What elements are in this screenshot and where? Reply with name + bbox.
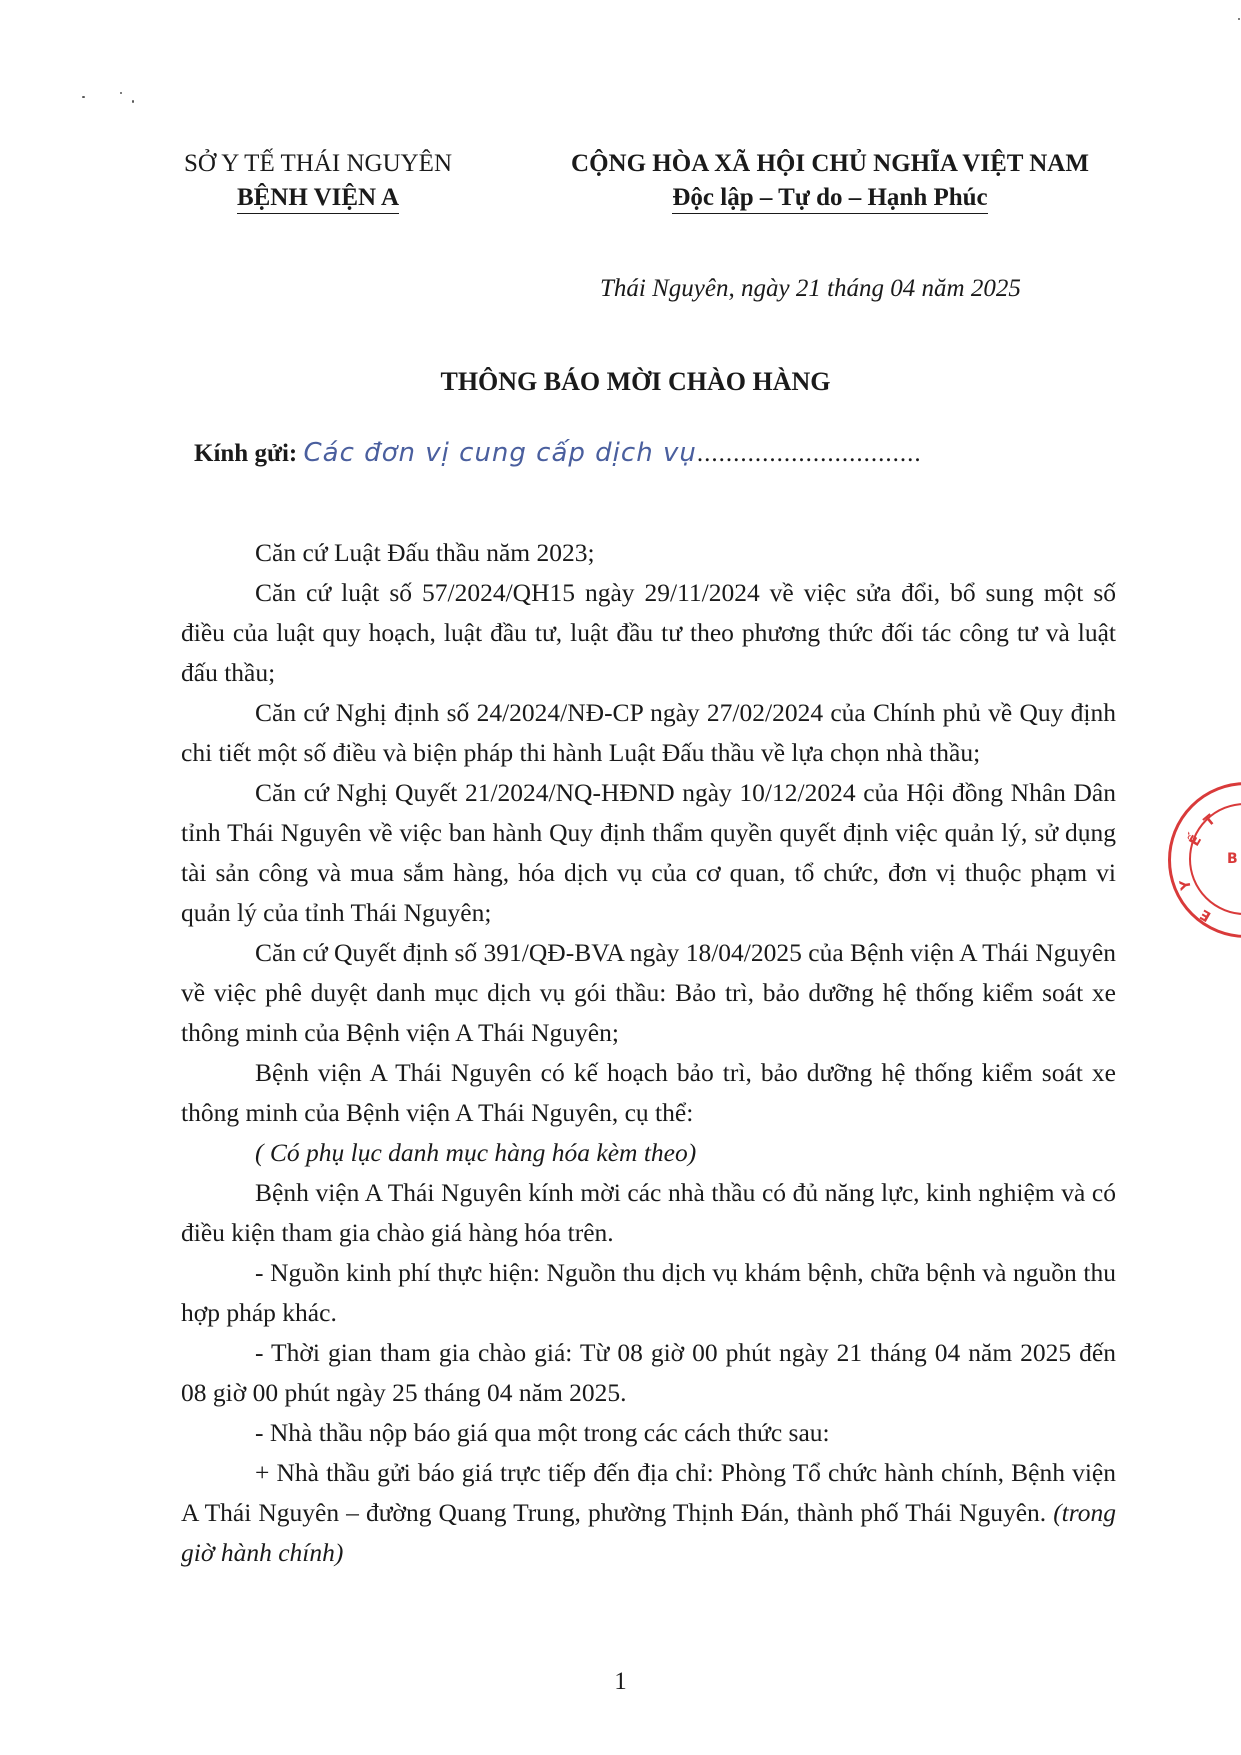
scan-speck xyxy=(82,96,85,98)
document-title xyxy=(0,367,1241,397)
national-motto: Độc lập – Tự do – Hạnh Phúc xyxy=(672,183,987,214)
seal-char-2: Ế xyxy=(1186,832,1206,850)
red-seal-stamp xyxy=(1168,782,1241,938)
seal-char-1: T xyxy=(1200,811,1219,831)
recipient-leader-dots: ............................... xyxy=(696,440,922,467)
recipient-label: Kính gửi: xyxy=(194,440,298,467)
page-number: 1 xyxy=(614,1668,627,1695)
recipient-line xyxy=(194,438,1154,468)
scan-speck xyxy=(1238,18,1240,20)
handwritten-recipient: Các đơn vị cung cấp dịch vụ xyxy=(303,438,697,468)
paragraph-submission-methods: - Nhà thầu nộp báo giá qua một trong các cách thức sau: xyxy=(255,1418,830,1447)
nation-title: CỘNG HÒA XÃ HỘI CHỦ NGHĨA VIỆT NAM xyxy=(571,150,1089,177)
seal-char-3: Y xyxy=(1177,878,1195,892)
paragraph-legal-basis-3: Căn cứ Nghị định số 24/2024/NĐ-CP ngày 27/02/2024 của Chính phủ về Quy định chi tiết một số điều và biện pháp thi hành Luật Đấu thầu về lựa chọn nhà thầu; xyxy=(181,698,1116,767)
paragraph-legal-basis-1: Căn cứ Luật Đấu thầu năm 2023; xyxy=(255,538,595,567)
document-body xyxy=(181,533,1116,1573)
office-hours-note: (trong giờ hành chính) xyxy=(181,1498,1116,1567)
paragraph-legal-basis-2: Căn cứ luật số 57/2024/QH15 ngày 29/11/2024 về việc sửa đổi, bổ sung một số điều của luật quy hoạch, luật đầu tư, luật đầu tư theo phương thức đối tác công tư và luật đấu thầu; xyxy=(181,578,1116,687)
department-name: SỞ Y TẾ THÁI NGUYÊN xyxy=(183,150,453,177)
paragraph-funding: - Nguồn kinh phí thực hiện: Nguồn thu dịch vụ khám bệnh, chữa bệnh và nguồn thu hợp pháp khác. xyxy=(181,1258,1116,1327)
document-date: Thái Nguyên, ngày 21 tháng 04 năm 2025 xyxy=(600,275,1021,302)
scan-speck xyxy=(120,92,122,94)
paragraph-quote-period: - Thời gian tham gia chào giá: Từ 08 giờ 00 phút ngày 21 tháng 04 năm 2025 đến 08 giờ 00 phút ngày 25 tháng 04 năm 2025. xyxy=(181,1338,1116,1407)
national-header xyxy=(520,147,1140,215)
seal-char-4: B xyxy=(1227,851,1238,867)
scan-speck xyxy=(132,100,134,103)
document-title-text: THÔNG BÁO MỜI CHÀO HÀNG xyxy=(440,367,831,396)
paragraph-invitation: Bệnh viện A Thái Nguyên kính mời các nhà thầu có đủ năng lực, kinh nghiệm và có điều kiện tham gia chào giá hàng hóa trên. xyxy=(181,1178,1116,1247)
direct-submission-text: + Nhà thầu gửi báo giá trực tiếp đến địa chỉ: Phòng Tổ chức hành chính, Bệnh viện A Thái Nguyên – đường Quang Trung, phường Thịnh Đán, thành phố Thái Nguyên. xyxy=(181,1458,1116,1527)
paragraph-plan: Bệnh viện A Thái Nguyên có kế hoạch bảo trì, bảo dưỡng hệ thống kiểm soát xe thông minh của Bệnh viện A Thái Nguyên, cụ thể: xyxy=(181,1058,1116,1127)
paragraph-legal-basis-5: Căn cứ Quyết định số 391/QĐ-BVA ngày 18/04/2025 của Bệnh viện A Thái Nguyên về việc phê duyệt danh mục dịch vụ gói thầu: Bảo trì, bảo dưỡng hệ thống kiểm soát xe thông minh của Bệnh viện A Thái Nguyên; xyxy=(181,938,1116,1047)
seal-char-5: Ê xyxy=(1197,905,1214,925)
hospital-name: BỆNH VIỆN A xyxy=(237,183,399,214)
paragraph-direct-submission xyxy=(181,1453,1116,1573)
paragraph-legal-basis-4: Căn cứ Nghị Quyết 21/2024/NQ-HĐND ngày 10/12/2024 của Hội đồng Nhân Dân tỉnh Thái Nguyên về việc ban hành Quy định thẩm quyền quyết định việc quản lý, sử dụng tài sản công và mua sắm hàng, hóa dịch vụ của cơ quan, tổ chức, đơn vị thuộc phạm vi quản lý của tỉnh Thái Nguyên; xyxy=(181,778,1116,927)
issuer-block xyxy=(168,147,468,215)
paragraph-appendix-note: ( Có phụ lục danh mục hàng hóa kèm theo) xyxy=(255,1138,697,1167)
